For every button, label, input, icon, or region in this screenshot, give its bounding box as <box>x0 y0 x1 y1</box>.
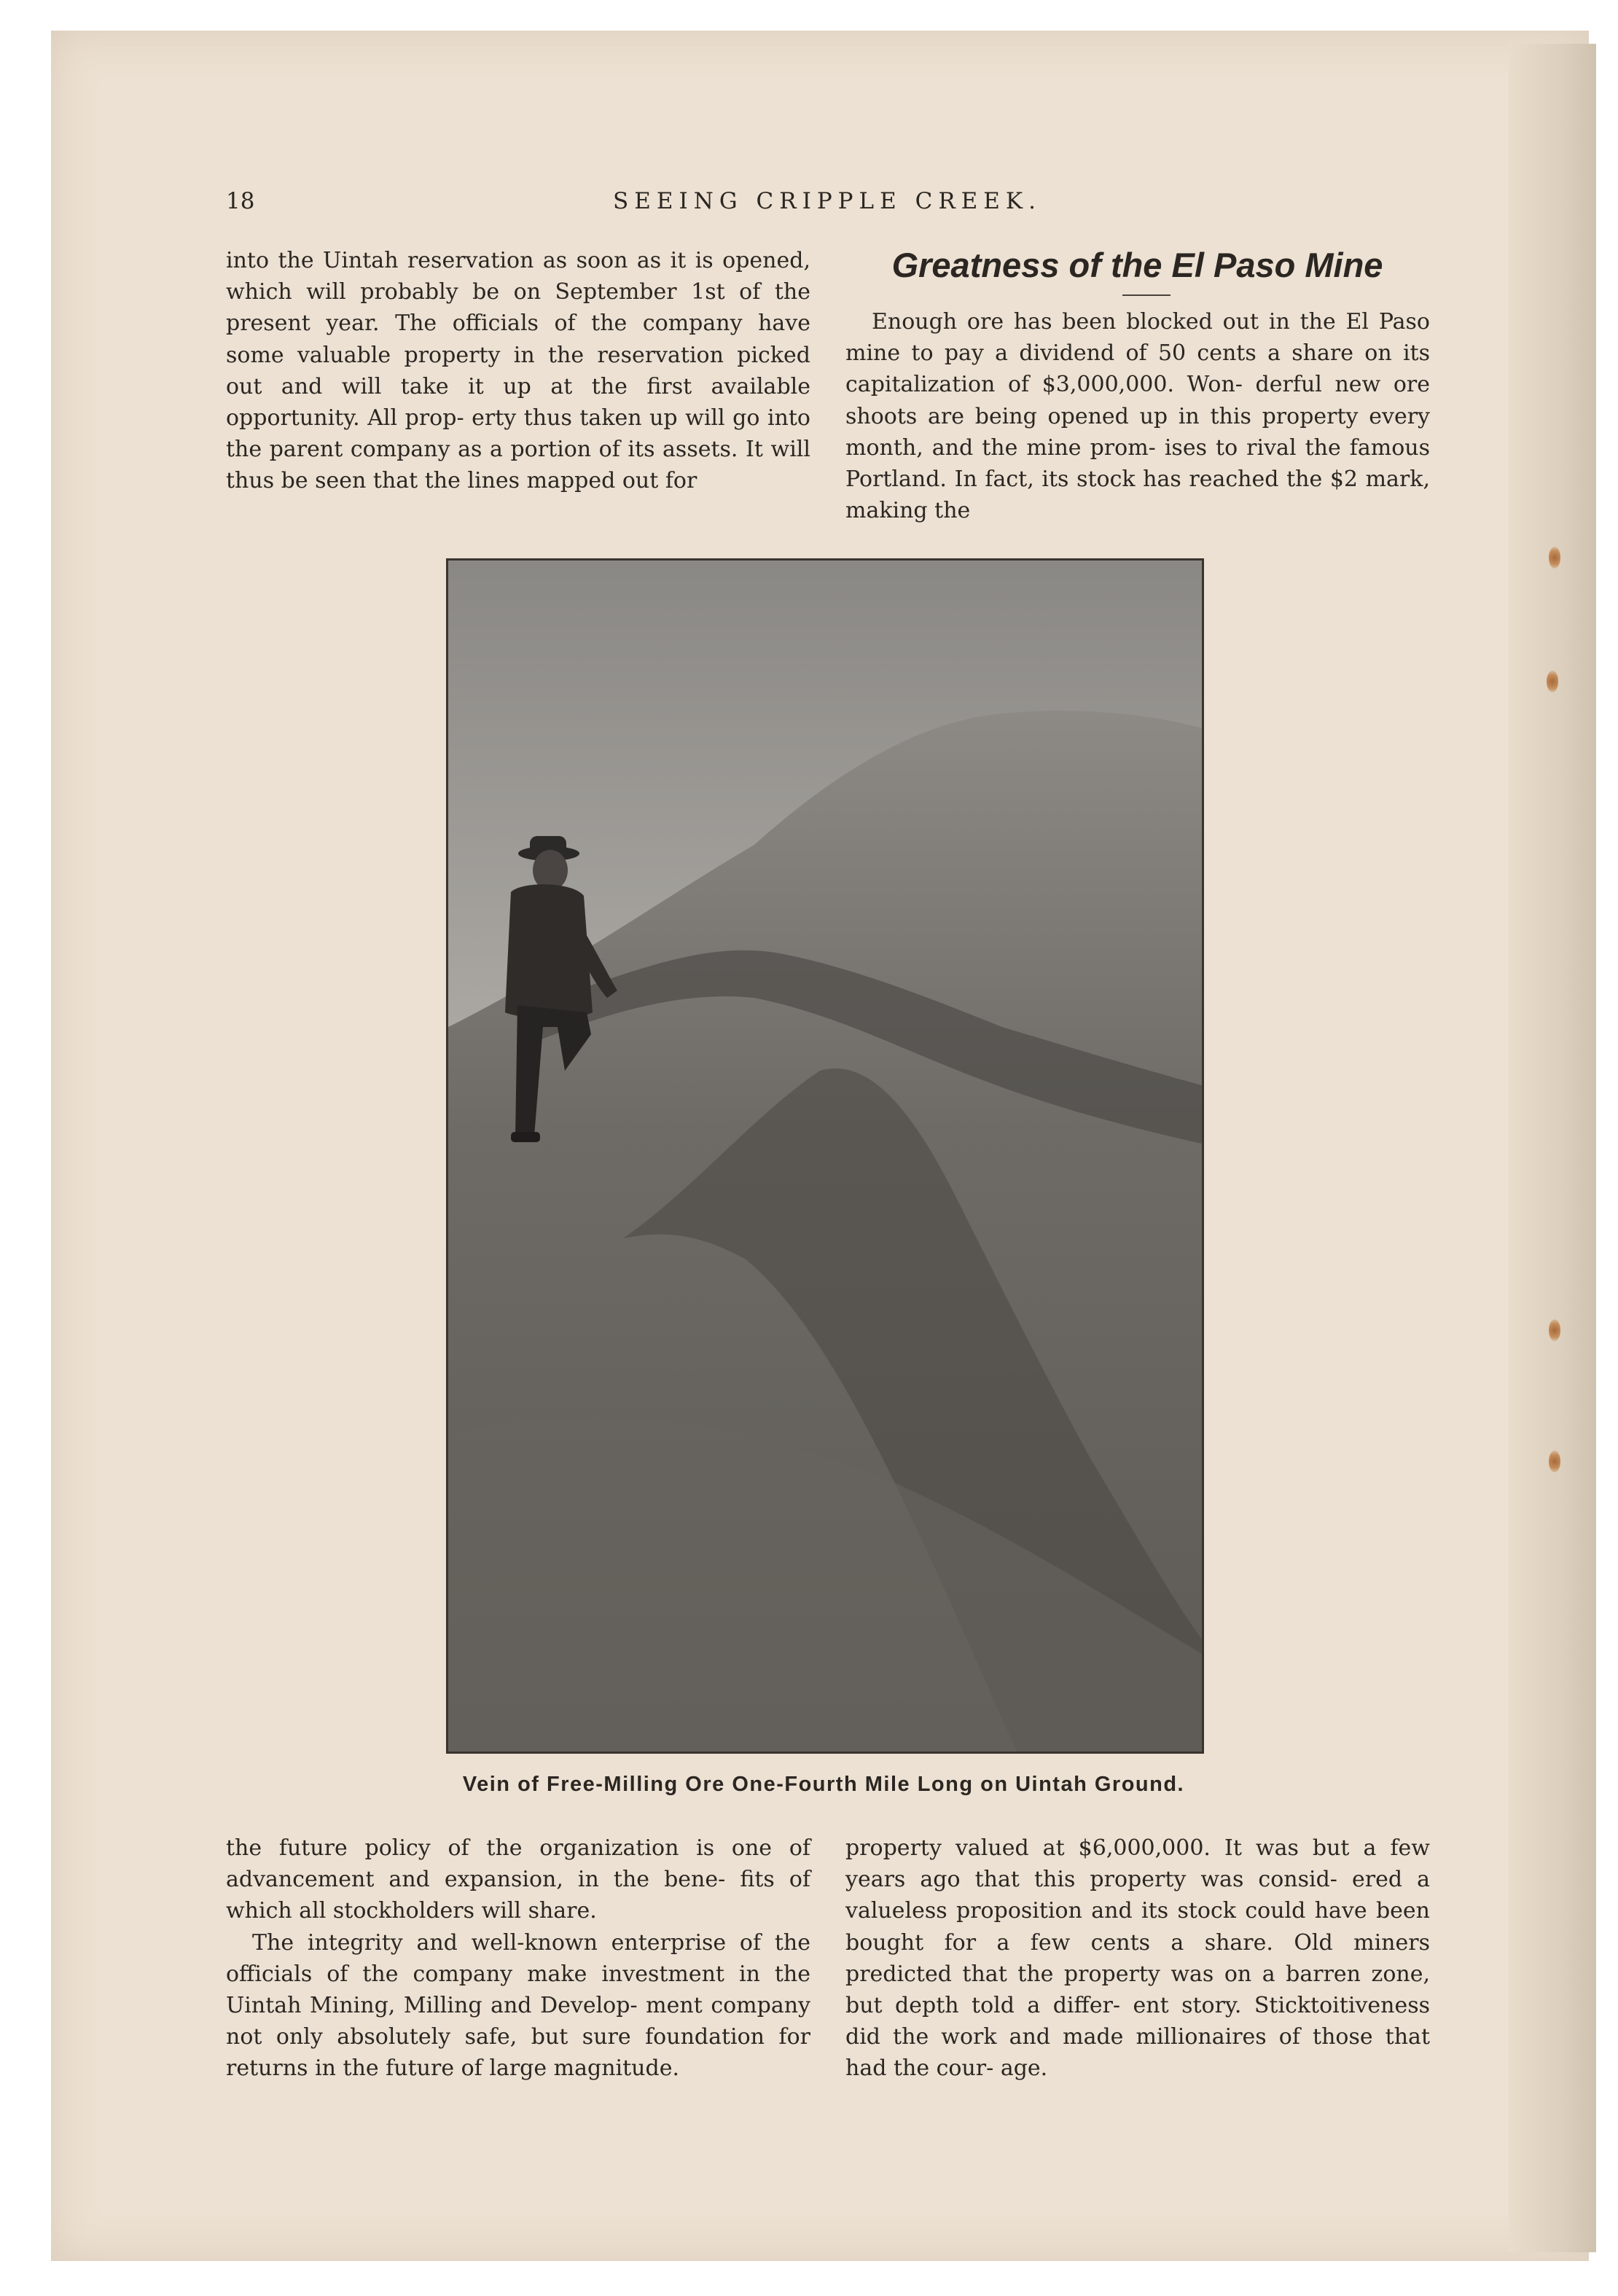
text-line: reservation picked out and will take it up <box>226 342 810 399</box>
binding-hole <box>1549 1319 1560 1341</box>
page-number: 18 <box>226 188 255 214</box>
binding-hole <box>1549 547 1560 569</box>
text-line: erty thus taken up will go into the parent <box>226 405 810 463</box>
text-line: of advancement and expansion, in the bene- <box>226 1835 810 1893</box>
text-line: at the first available opportunity. All prop- <box>226 373 810 432</box>
text-line: few years ago that this property was consid- <box>845 1835 1430 1893</box>
heading-rule <box>1122 294 1170 296</box>
right-column-top <box>845 306 1430 526</box>
text-line: made millionaires of those that had the cour- <box>845 2024 1430 2082</box>
text-line: age. <box>1000 2055 1048 2082</box>
text-line: large magnitude. <box>489 2055 679 2082</box>
text-line: was on a barren zone, but depth told a differ- <box>845 1961 1430 2019</box>
text-line: ent story. Sticktoitiveness did the work and <box>845 1993 1430 2050</box>
text-line: company as a portion of its assets. It will <box>350 437 811 463</box>
photograph <box>446 558 1204 1754</box>
text-line: thus be seen that the lines mapped out for <box>226 468 697 494</box>
text-line: the future policy of the organization is one <box>226 1835 773 1861</box>
text-line: company have some valuable property in the <box>226 311 810 368</box>
text-line: share on its capitalization of $3,000,000. Won- <box>845 340 1430 398</box>
text-line: 1st of the present year. The officials of the <box>226 279 810 337</box>
text-line: property valued at $6,000,000. It was but a <box>845 1835 1377 1861</box>
running-head <box>226 188 1429 217</box>
left-column-top <box>226 245 810 497</box>
text-line: fits of which all stockholders will share. <box>226 1867 810 1924</box>
photo-caption: Vein of Free-Milling Ore One-Fourth Mile Long on Uintah Ground. <box>462 1773 1185 1796</box>
page-header-title: SEEING CRIPPLE CREEK. <box>613 188 1041 214</box>
text-line: in the Uintah Mining, Milling and Develop- <box>226 1961 810 2019</box>
section-heading: Greatness of the El Paso Mine <box>891 246 1383 284</box>
binding-hole <box>1547 671 1558 692</box>
text-line: Enough ore has been blocked out in the El <box>872 309 1369 335</box>
text-line: opened, which will probably be on September <box>226 248 810 305</box>
right-column-bottom <box>845 1832 1430 2085</box>
hillside-photo-illustration <box>448 561 1202 1752</box>
left-column-bottom <box>226 1832 810 2085</box>
binding-hole <box>1549 1450 1560 1472</box>
text-line: ment company not only absolutely safe, but <box>226 1993 810 2050</box>
text-line: ered a valueless proposition and its stock <box>845 1867 1430 1924</box>
text-line: ises to rival the famous Portland. In fact, its <box>845 434 1430 493</box>
text-line: stock has reached the $2 mark, making the <box>845 466 1431 524</box>
text-line: the officials of the company make investment <box>226 1929 810 1987</box>
text-line: could have been bought for a few cents a <box>845 1898 1431 1956</box>
text-line: sure foundation for returns in the future of <box>226 2024 810 2082</box>
text-line: The integrity and well-known enterprise of <box>252 1929 762 1956</box>
text-line: derful new ore shoots are being opened up in <box>845 372 1430 429</box>
text-line: into the Uintah reservation as soon as it is <box>226 248 714 273</box>
text-line: Paso mine to pay a dividend of 50 cents a <box>845 309 1430 367</box>
text-line: share. Old miners predicted that the property <box>845 1929 1430 1987</box>
text-line: this property every month, and the mine prom- <box>845 403 1430 461</box>
next-page-edge <box>1509 44 1596 2252</box>
